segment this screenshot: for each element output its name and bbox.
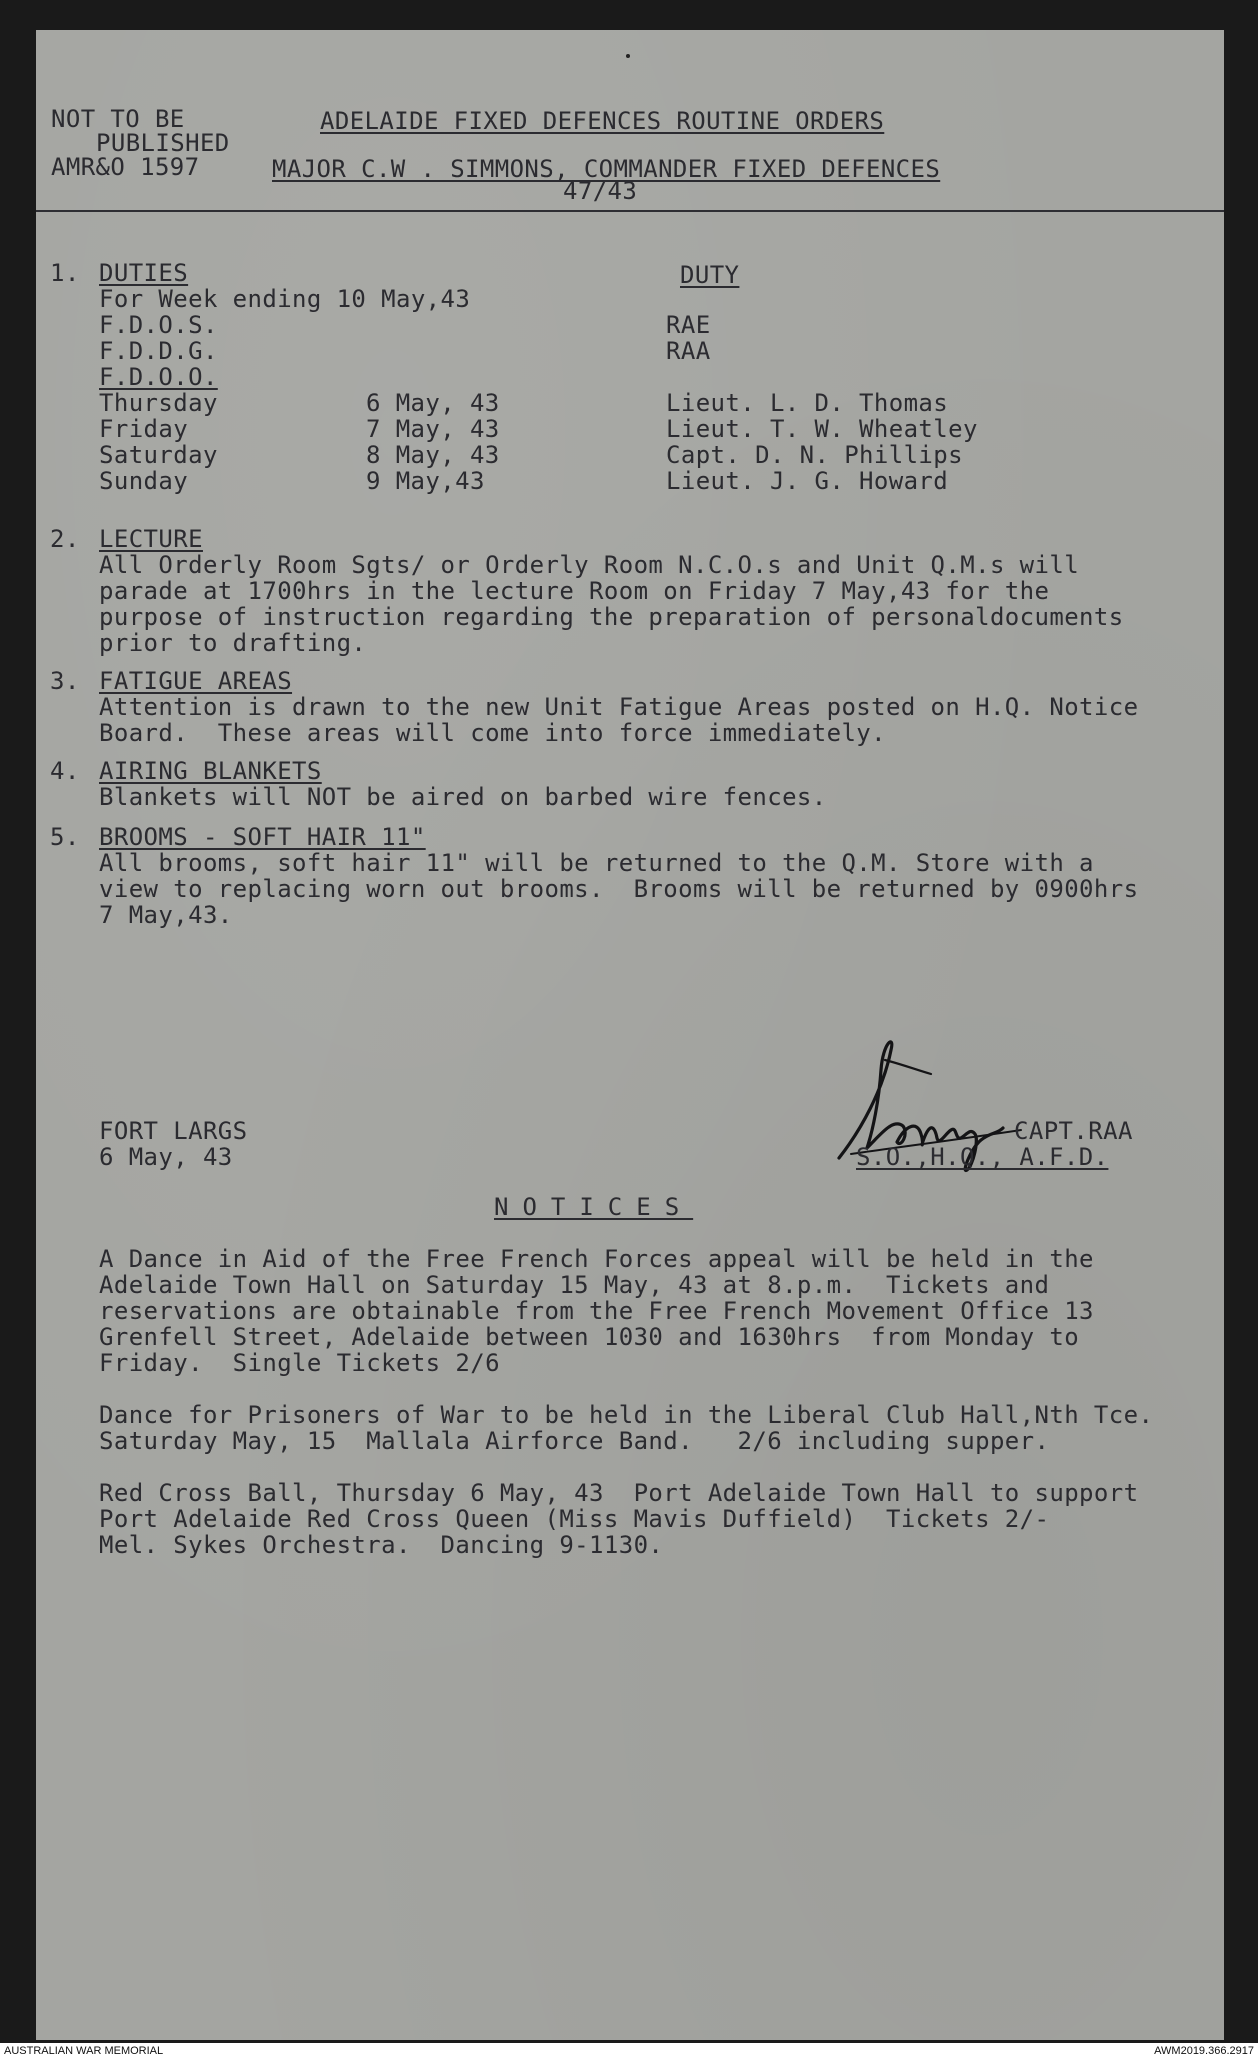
section-heading: FATIGUE AREAS	[99, 667, 293, 695]
duty-date: 8 May, 43	[366, 441, 500, 469]
archive-footer	[0, 2043, 1258, 2061]
header-rule	[36, 210, 1224, 212]
duty-officer: RAA	[666, 337, 711, 365]
duty-role: F.D.D.G.	[99, 337, 218, 365]
restriction-line-2: PUBLISHED	[96, 129, 230, 157]
section-text-line: All Orderly Room Sgts/ or Orderly Room N.C.O.s and Unit Q.M.s will	[99, 551, 1080, 579]
notice-line: Saturday May, 15 Mallala Airforce Band. 2/6 including supper.	[99, 1427, 1050, 1455]
notice-line: Mel. Sykes Orchestra. Dancing 9-1130.	[99, 1531, 664, 1559]
signoff-date: 6 May, 43	[99, 1143, 233, 1171]
week-ending-line: For Week ending 10 May,43	[99, 285, 471, 313]
duty-date: 7 May, 43	[366, 415, 500, 443]
notices-heading: NOTICES	[494, 1193, 694, 1221]
notice-line: A Dance in Aid of the Free French Forces appeal will be held in the	[99, 1245, 1094, 1273]
duty-officer: Lieut. J. G. Howard	[666, 467, 949, 495]
section-number: 4.	[50, 757, 80, 785]
section-number: 1.	[50, 259, 80, 287]
notice-line: Friday. Single Tickets 2/6	[99, 1349, 500, 1377]
notice-line: reservations are obtainable from the Free French Movement Office 13	[99, 1297, 1094, 1325]
section-number: 5.	[50, 823, 80, 851]
duty-date: 9 May,43	[366, 467, 485, 495]
notice-line: Port Adelaide Red Cross Queen (Miss Mavis Duffield) Tickets 2/-	[99, 1505, 1050, 1533]
order-number: 47/43	[563, 177, 638, 205]
duty-role: Friday	[99, 415, 189, 443]
duty-date: 6 May, 43	[366, 389, 500, 417]
document-title: ADELAIDE FIXED DEFENCES ROUTINE ORDERS	[320, 107, 885, 135]
duty-column-heading: DUTY	[680, 261, 740, 289]
notice-line: Red Cross Ball, Thursday 6 May, 43 Port Adelaide Town Hall to support	[99, 1479, 1139, 1507]
section-text-line: parade at 1700hrs in the lecture Room on Friday 7 May,43 for the	[99, 577, 1050, 605]
duty-role: Sunday	[99, 467, 189, 495]
duty-officer: RAE	[666, 311, 711, 339]
signoff-place: FORT LARGS	[99, 1117, 248, 1145]
notice-line: Adelaide Town Hall on Saturday 15 May, 43 at 8.p.m. Tickets and	[99, 1271, 1050, 1299]
duty-role: F.D.O.S.	[99, 311, 218, 339]
signoff-rank: CAPT.RAA	[1014, 1117, 1133, 1145]
section-number: 2.	[50, 525, 80, 553]
section-text-line: 7 May,43.	[99, 901, 233, 929]
duty-role: Saturday	[99, 441, 218, 469]
reference-number: AMR&O 1597	[51, 153, 200, 181]
notice-line: Dance for Prisoners of War to be held in the Liberal Club Hall,Nth Tce.	[99, 1401, 1154, 1429]
commander-line: MAJOR C.W . SIMMONS, COMMANDER FIXED DEFENCES	[272, 155, 941, 183]
section-text-line: All brooms, soft hair 11" will be returned to the Q.M. Store with a	[99, 849, 1094, 877]
document-page	[36, 30, 1224, 2040]
signoff-appointment: S.O.,H.Q., A.F.D.	[856, 1143, 1109, 1171]
section-text-line: Blankets will NOT be aired on barbed wire fences.	[99, 783, 827, 811]
section-heading: AIRING BLANKETS	[99, 757, 322, 785]
duty-role: F.D.O.O.	[99, 363, 218, 391]
notice-line: Grenfell Street, Adelaide between 1030 and 1630hrs from Monday to	[99, 1323, 1080, 1351]
footer-institution: AUSTRALIAN WAR MEMORIAL	[4, 2045, 164, 2057]
section-text-line: view to replacing worn out brooms. Brooms will be returned by 0900hrs	[99, 875, 1139, 903]
duty-officer: Lieut. T. W. Wheatley	[666, 415, 978, 443]
section-text-line: purpose of instruction regarding the preparation of personaldocuments	[99, 603, 1124, 631]
duty-officer: Capt. D. N. Phillips	[666, 441, 963, 469]
section-text-line: Attention is drawn to the new Unit Fatigue Areas posted on H.Q. Notice	[99, 693, 1139, 721]
footer-catalogue-number: AWM2019.366.2917	[1154, 2045, 1254, 2057]
duty-role: Thursday	[99, 389, 218, 417]
section-number: 3.	[50, 667, 80, 695]
section-heading: DUTIES	[99, 259, 189, 287]
restriction-line-1: NOT TO BE	[51, 105, 185, 133]
section-heading: BROOMS - SOFT HAIR 11"	[99, 823, 426, 851]
section-text-line: prior to drafting.	[99, 629, 367, 657]
duty-officer: Lieut. L. D. Thomas	[666, 389, 949, 417]
section-text-line: Board. These areas will come into force immediately.	[99, 719, 887, 747]
paper-mark	[626, 54, 630, 58]
section-heading: LECTURE	[99, 525, 203, 553]
